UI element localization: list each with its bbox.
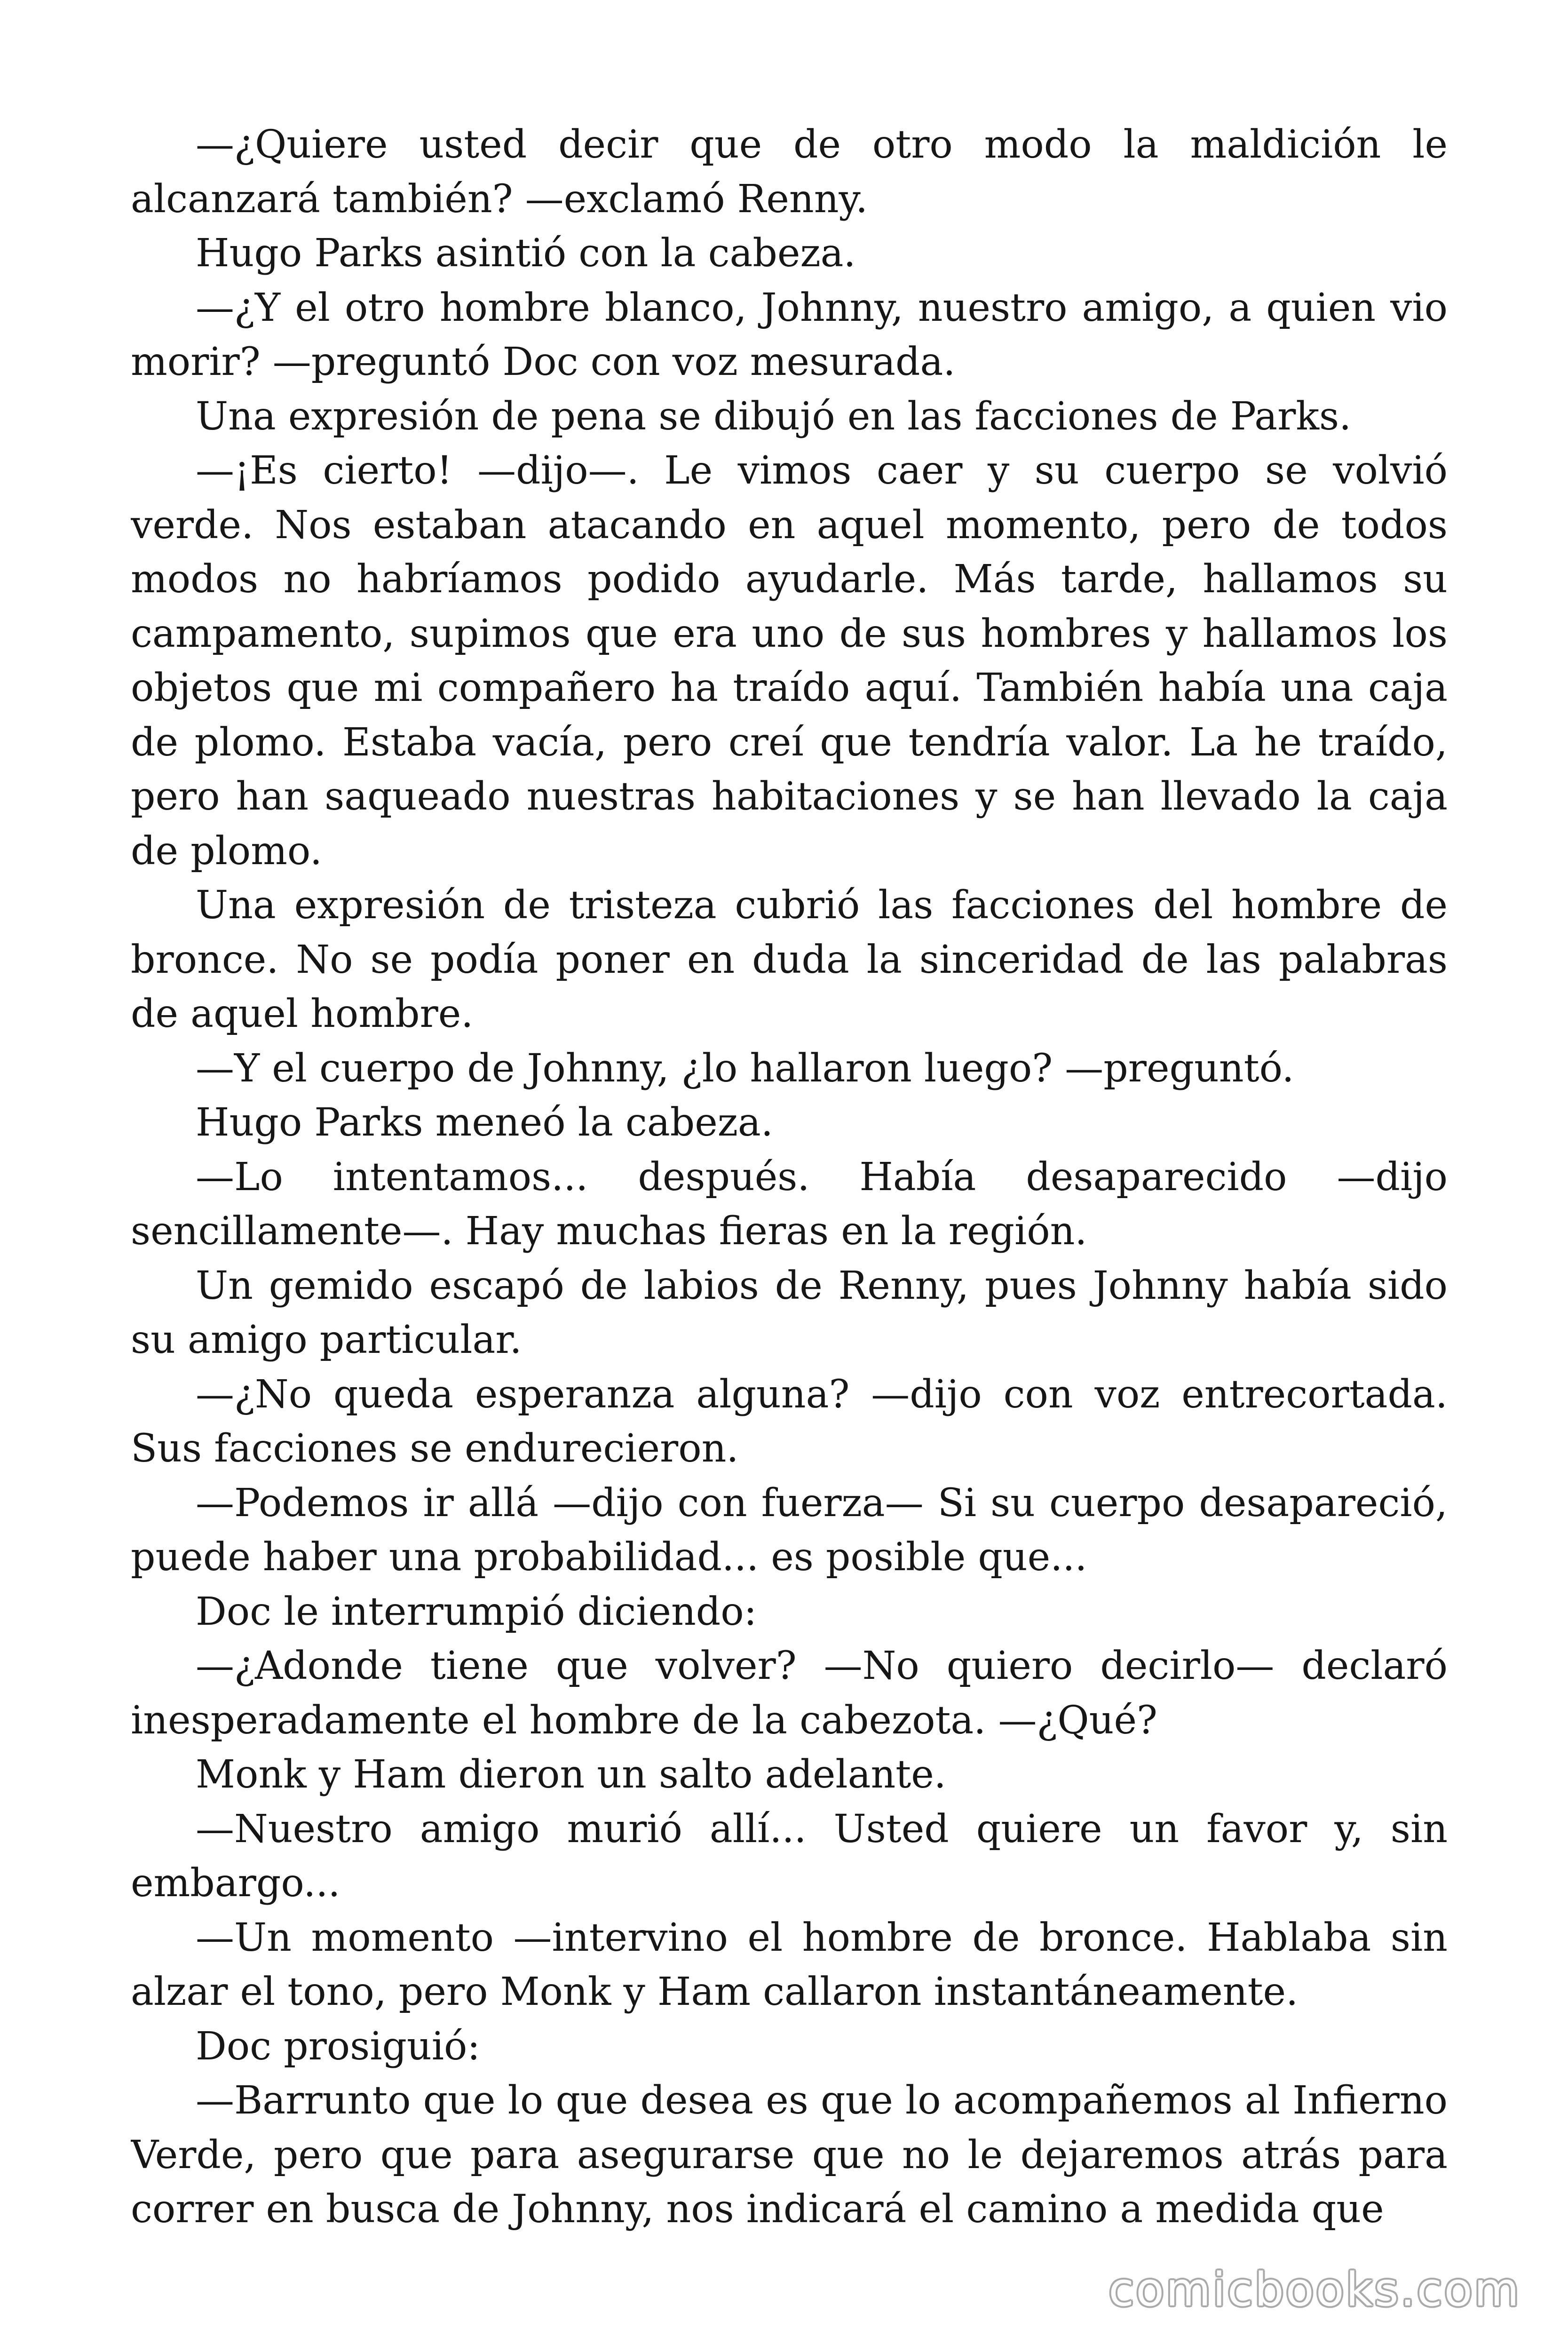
paragraph: —Lo intentamos... después. Había desaparecido —dijo sencillamente—. Hay muchas fieras en la región.: [131, 1154, 1448, 1254]
paragraph: Hugo Parks asintió con la cabeza.: [196, 231, 856, 276]
paragraph: —Un momento —intervino el hombre de bronce. Hablaba sin alzar el tono, pero Monk y Ham callaron instantáneamente.: [131, 1915, 1448, 2014]
paragraph: —¡Es cierto! —dijo—. Le vimos caer y su cuerpo se volvió verde. Nos estaban atacando en aquel momento, pero de todos modos no habríamos podido ayudarle. Más tarde, hallamos su campamento, supimos que era uno de sus hombres y hallamos los objetos que mi compañero ha traído aquí. También había una caja de plomo. Estaba vacía, pero creí que tendría valor. La he traído, pero han saqueado nuestras habitaciones y se han llevado la caja de plomo.: [131, 448, 1448, 874]
paragraph: Un gemido escapó de labios de Renny, pues Johnny había sido su amigo particular.: [131, 1263, 1448, 1362]
paragraph: Hugo Parks meneó la cabeza.: [196, 1100, 773, 1145]
paragraph: Una expresión de pena se dibujó en las facciones de Parks.: [196, 394, 1352, 439]
paragraph: Doc le interrumpió diciendo:: [196, 1589, 757, 1634]
paragraph: Doc prosiguió:: [196, 2024, 480, 2069]
paragraph: —¿Quiere usted decir que de otro modo la maldición le alcanzará también? —exclamó Renny.: [131, 122, 1448, 222]
paragraph: —Nuestro amigo murió allí... Usted quiere un favor y, sin embargo...: [131, 1806, 1448, 1906]
paragraph: —Podemos ir allá —dijo con fuerza— Si su cuerpo desapareció, puede haber una probabilidad... es posible que...: [131, 1480, 1448, 1580]
watermark: comicbooks.com: [1109, 2263, 1521, 2317]
paragraph: —¿No queda esperanza alguna? —dijo con voz entrecortada. Sus facciones se endurecieron.: [131, 1372, 1448, 1471]
paragraph: —Y el cuerpo de Johnny, ¿lo hallaron luego? —preguntó.: [196, 1046, 1294, 1091]
paragraph: Monk y Ham dieron un salto adelante.: [196, 1752, 946, 1797]
book-page: [131, 118, 1448, 2281]
paragraph: —¿Adonde tiene que volver? —No quiero decirlo— declaró inesperadamente el hombre de la cabezota. —¿Qué?: [131, 1644, 1448, 1743]
paragraph: —Barrunto que lo que desea es que lo acompañemos al Infierno Verde, pero que para asegurarse que no le dejaremos atrás para correr en busca de Johnny, nos indicará el camino a medida que: [131, 2078, 1448, 2232]
paragraph: —¿Y el otro hombre blanco, Johnny, nuestro amigo, a quien vio morir? —preguntó Doc con voz mesurada.: [131, 285, 1448, 384]
paragraph: Una expresión de tristeza cubrió las facciones del hombre de bronce. No se podía poner en duda la sinceridad de las palabras de aquel hombre.: [131, 883, 1448, 1036]
